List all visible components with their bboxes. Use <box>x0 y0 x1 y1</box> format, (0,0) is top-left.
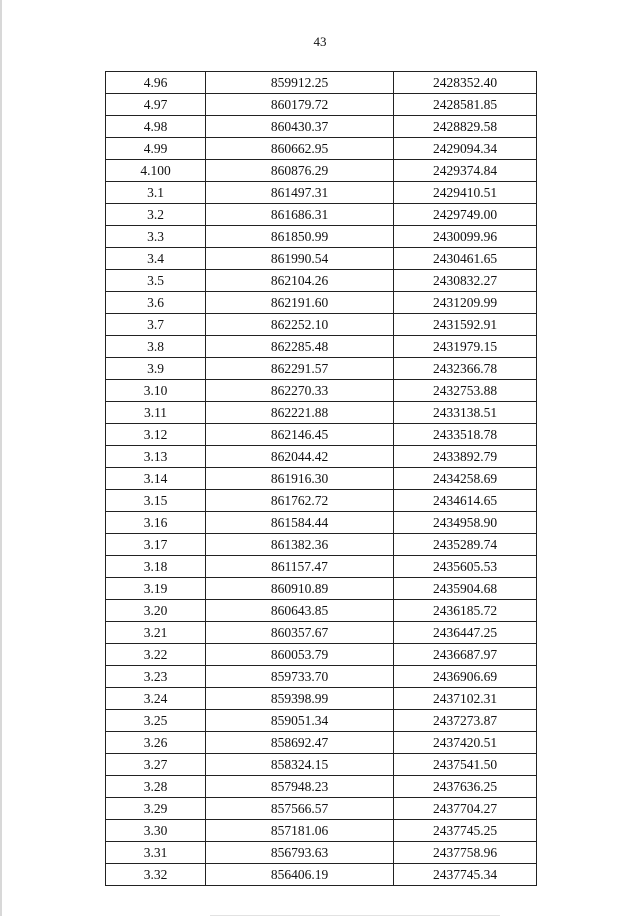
table-row <box>106 358 537 380</box>
table-row <box>106 204 537 226</box>
x-coordinate-cell: 860357.67 <box>206 622 394 644</box>
table-row <box>106 402 537 424</box>
y-coordinate-cell: 2435904.68 <box>394 578 537 600</box>
point-id-cell: 3.7 <box>106 314 206 336</box>
table-row <box>106 116 537 138</box>
x-coordinate-cell: 861584.44 <box>206 512 394 534</box>
x-coordinate-cell: 856406.19 <box>206 864 394 886</box>
y-coordinate-cell: 2431592.91 <box>394 314 537 336</box>
point-id-cell: 3.29 <box>106 798 206 820</box>
y-coordinate-cell: 2430832.27 <box>394 270 537 292</box>
x-coordinate-cell: 860662.95 <box>206 138 394 160</box>
y-coordinate-cell: 2434958.90 <box>394 512 537 534</box>
point-id-cell: 3.2 <box>106 204 206 226</box>
point-id-cell: 3.5 <box>106 270 206 292</box>
table-row <box>106 512 537 534</box>
point-id-cell: 4.100 <box>106 160 206 182</box>
x-coordinate-cell: 861157.47 <box>206 556 394 578</box>
point-id-cell: 3.17 <box>106 534 206 556</box>
x-coordinate-cell: 861382.36 <box>206 534 394 556</box>
point-id-cell: 3.32 <box>106 864 206 886</box>
point-id-cell: 3.14 <box>106 468 206 490</box>
table-row <box>106 336 537 358</box>
x-coordinate-cell: 861850.99 <box>206 226 394 248</box>
x-coordinate-cell: 860643.85 <box>206 600 394 622</box>
table-row <box>106 270 537 292</box>
y-coordinate-cell: 2437102.31 <box>394 688 537 710</box>
y-coordinate-cell: 2433892.79 <box>394 446 537 468</box>
point-id-cell: 4.99 <box>106 138 206 160</box>
y-coordinate-cell: 2436687.97 <box>394 644 537 666</box>
x-coordinate-cell: 857181.06 <box>206 820 394 842</box>
x-coordinate-cell: 859398.99 <box>206 688 394 710</box>
x-coordinate-cell: 859733.70 <box>206 666 394 688</box>
table-row <box>106 94 537 116</box>
y-coordinate-cell: 2437704.27 <box>394 798 537 820</box>
y-coordinate-cell: 2431209.99 <box>394 292 537 314</box>
point-id-cell: 3.24 <box>106 688 206 710</box>
y-coordinate-cell: 2428352.40 <box>394 72 537 94</box>
x-coordinate-cell: 862044.42 <box>206 446 394 468</box>
y-coordinate-cell: 2429094.34 <box>394 138 537 160</box>
point-id-cell: 3.20 <box>106 600 206 622</box>
table-row <box>106 248 537 270</box>
x-coordinate-cell: 860053.79 <box>206 644 394 666</box>
x-coordinate-cell: 861762.72 <box>206 490 394 512</box>
y-coordinate-cell: 2429374.84 <box>394 160 537 182</box>
x-coordinate-cell: 861916.30 <box>206 468 394 490</box>
point-id-cell: 3.19 <box>106 578 206 600</box>
x-coordinate-cell: 860430.37 <box>206 116 394 138</box>
table-row <box>106 468 537 490</box>
table-row <box>106 842 537 864</box>
table-row <box>106 490 537 512</box>
table-row <box>106 754 537 776</box>
x-coordinate-cell: 859912.25 <box>206 72 394 94</box>
y-coordinate-cell: 2435605.53 <box>394 556 537 578</box>
coordinates-table-body <box>106 72 537 886</box>
y-coordinate-cell: 2434614.65 <box>394 490 537 512</box>
x-coordinate-cell: 860179.72 <box>206 94 394 116</box>
y-coordinate-cell: 2437745.25 <box>394 820 537 842</box>
y-coordinate-cell: 2437420.51 <box>394 732 537 754</box>
y-coordinate-cell: 2437541.50 <box>394 754 537 776</box>
table-row <box>106 644 537 666</box>
point-id-cell: 4.96 <box>106 72 206 94</box>
table-row <box>106 820 537 842</box>
table-row <box>106 556 537 578</box>
table-row <box>106 226 537 248</box>
table-row <box>106 292 537 314</box>
x-coordinate-cell: 858692.47 <box>206 732 394 754</box>
y-coordinate-cell: 2431979.15 <box>394 336 537 358</box>
table-row <box>106 622 537 644</box>
y-coordinate-cell: 2437758.96 <box>394 842 537 864</box>
x-coordinate-cell: 862270.33 <box>206 380 394 402</box>
x-coordinate-cell: 860910.89 <box>206 578 394 600</box>
table-row <box>106 578 537 600</box>
x-coordinate-cell: 861497.31 <box>206 182 394 204</box>
point-id-cell: 3.10 <box>106 380 206 402</box>
x-coordinate-cell: 862285.48 <box>206 336 394 358</box>
y-coordinate-cell: 2433138.51 <box>394 402 537 424</box>
y-coordinate-cell: 2432366.78 <box>394 358 537 380</box>
table-row <box>106 864 537 886</box>
point-id-cell: 3.9 <box>106 358 206 380</box>
point-id-cell: 3.11 <box>106 402 206 424</box>
table-row <box>106 798 537 820</box>
table-row <box>106 72 537 94</box>
point-id-cell: 3.31 <box>106 842 206 864</box>
coordinates-table <box>105 71 537 886</box>
y-coordinate-cell: 2437273.87 <box>394 710 537 732</box>
point-id-cell: 4.97 <box>106 94 206 116</box>
x-coordinate-cell: 861686.31 <box>206 204 394 226</box>
x-coordinate-cell: 860876.29 <box>206 160 394 182</box>
y-coordinate-cell: 2434258.69 <box>394 468 537 490</box>
table-row <box>106 688 537 710</box>
y-coordinate-cell: 2430099.96 <box>394 226 537 248</box>
x-coordinate-cell: 862252.10 <box>206 314 394 336</box>
x-coordinate-cell: 862146.45 <box>206 424 394 446</box>
point-id-cell: 3.27 <box>106 754 206 776</box>
point-id-cell: 3.18 <box>106 556 206 578</box>
point-id-cell: 3.4 <box>106 248 206 270</box>
y-coordinate-cell: 2437745.34 <box>394 864 537 886</box>
table-row <box>106 446 537 468</box>
table-row <box>106 600 537 622</box>
table-row <box>106 138 537 160</box>
point-id-cell: 3.3 <box>106 226 206 248</box>
y-coordinate-cell: 2433518.78 <box>394 424 537 446</box>
y-coordinate-cell: 2436185.72 <box>394 600 537 622</box>
y-coordinate-cell: 2430461.65 <box>394 248 537 270</box>
x-coordinate-cell: 862291.57 <box>206 358 394 380</box>
y-coordinate-cell: 2428581.85 <box>394 94 537 116</box>
scan-edge-left <box>0 0 2 916</box>
table-row <box>106 314 537 336</box>
y-coordinate-cell: 2428829.58 <box>394 116 537 138</box>
point-id-cell: 3.23 <box>106 666 206 688</box>
point-id-cell: 3.22 <box>106 644 206 666</box>
x-coordinate-cell: 858324.15 <box>206 754 394 776</box>
point-id-cell: 3.16 <box>106 512 206 534</box>
table-row <box>106 710 537 732</box>
point-id-cell: 3.13 <box>106 446 206 468</box>
table-row <box>106 424 537 446</box>
x-coordinate-cell: 857948.23 <box>206 776 394 798</box>
table-row <box>106 160 537 182</box>
table-row <box>106 666 537 688</box>
point-id-cell: 3.1 <box>106 182 206 204</box>
x-coordinate-cell: 857566.57 <box>206 798 394 820</box>
y-coordinate-cell: 2432753.88 <box>394 380 537 402</box>
point-id-cell: 3.15 <box>106 490 206 512</box>
table-row <box>106 776 537 798</box>
point-id-cell: 3.6 <box>106 292 206 314</box>
point-id-cell: 3.25 <box>106 710 206 732</box>
y-coordinate-cell: 2436447.25 <box>394 622 537 644</box>
table-row <box>106 380 537 402</box>
y-coordinate-cell: 2437636.25 <box>394 776 537 798</box>
x-coordinate-cell: 861990.54 <box>206 248 394 270</box>
table-row <box>106 182 537 204</box>
table-row <box>106 732 537 754</box>
x-coordinate-cell: 862191.60 <box>206 292 394 314</box>
table-row <box>106 534 537 556</box>
y-coordinate-cell: 2429410.51 <box>394 182 537 204</box>
point-id-cell: 3.28 <box>106 776 206 798</box>
x-coordinate-cell: 862221.88 <box>206 402 394 424</box>
y-coordinate-cell: 2436906.69 <box>394 666 537 688</box>
point-id-cell: 3.26 <box>106 732 206 754</box>
point-id-cell: 3.30 <box>106 820 206 842</box>
point-id-cell: 3.8 <box>106 336 206 358</box>
page-number: 43 <box>313 34 327 49</box>
point-id-cell: 3.12 <box>106 424 206 446</box>
x-coordinate-cell: 859051.34 <box>206 710 394 732</box>
point-id-cell: 3.21 <box>106 622 206 644</box>
point-id-cell: 4.98 <box>106 116 206 138</box>
x-coordinate-cell: 856793.63 <box>206 842 394 864</box>
y-coordinate-cell: 2435289.74 <box>394 534 537 556</box>
x-coordinate-cell: 862104.26 <box>206 270 394 292</box>
y-coordinate-cell: 2429749.00 <box>394 204 537 226</box>
